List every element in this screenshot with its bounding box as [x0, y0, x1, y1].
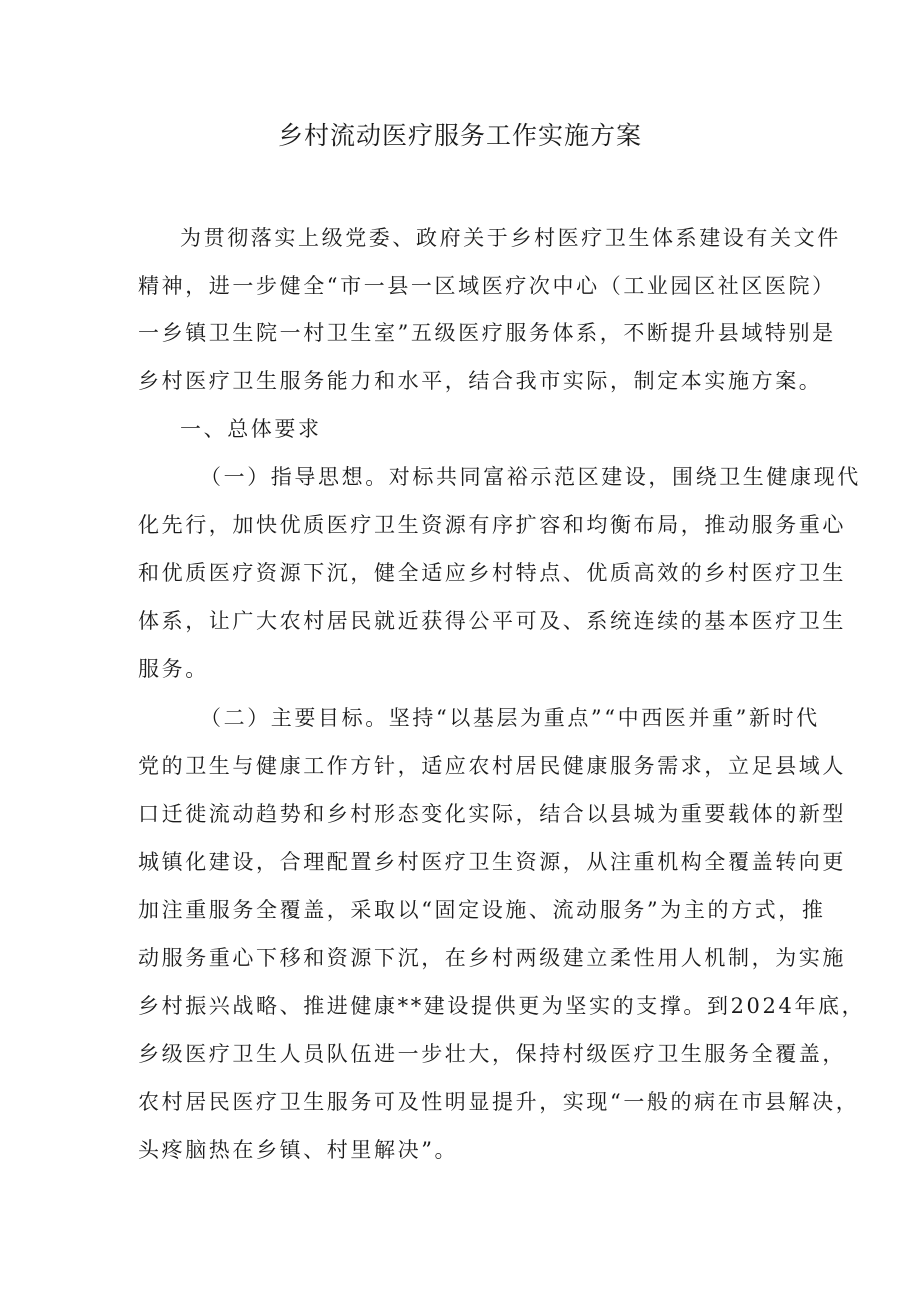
- main-goals-line-3: 口迁徙流动趋势和乡村形态变化实际，结合以县城为重要载体的新型: [138, 802, 846, 826]
- guiding-ideology-line-1: （一）指导思想。对标共同富裕示范区建设，围绕卫生健康现代: [200, 465, 861, 489]
- document-title: 乡村流动医疗服务工作实施方案: [277, 121, 642, 150]
- main-goals-line-6: 动服务重心下移和资源下沉，在乡村两级建立柔性用人机制，为实施: [138, 946, 846, 970]
- main-goals-line-2: 党的卫生与健康工作方针，适应农村居民健康服务需求，立足县域人: [138, 754, 846, 778]
- section-heading-1: 一、总体要求: [180, 417, 322, 441]
- main-goals-line-4: 城镇化建设，合理配置乡村医疗卫生资源，从注重机构全覆盖转向更: [138, 850, 846, 874]
- intro-line-1: 为贯彻落实上级党委、政府关于乡村医疗卫生体系建设有关文件: [180, 226, 841, 250]
- main-goals-line-7: 乡村振兴战略、推进健康**建设提供更为坚实的支撑。到2024年底，: [138, 994, 866, 1018]
- main-goals-line-10: 头疼脑热在乡镇、村里解决”。: [138, 1138, 459, 1162]
- guiding-ideology-line-4: 体系，让广大农村居民就近获得公平可及、系统连续的基本医疗卫生: [138, 609, 846, 633]
- intro-line-4: 乡村医疗卫生服务能力和水平，结合我市实际，制定本实施方案。: [138, 369, 823, 393]
- intro-line-2: 精神，进一步健全“市一县一区域医疗次中心（工业园区社区医院）: [138, 274, 836, 298]
- guiding-ideology-line-2: 化先行，加快优质医疗卫生资源有序扩容和均衡布局，推动服务重心: [138, 513, 846, 537]
- main-goals-line-9: 农村居民医疗卫生服务可及性明显提升，实现“一般的病在市县解决，: [138, 1090, 860, 1114]
- main-goals-line-8: 乡级医疗卫生人员队伍进一步壮大，保持村级医疗卫生服务全覆盖，: [138, 1042, 846, 1066]
- main-goals-line-1: （二）主要目标。坚持“以基层为重点”“中西医并重”新时代: [200, 706, 820, 730]
- guiding-ideology-line-5: 服务。: [138, 657, 209, 681]
- guiding-ideology-line-3: 和优质医疗资源下沉，健全适应乡村特点、优质高效的乡村医疗卫生: [138, 561, 846, 585]
- main-goals-line-5: 加注重服务全覆盖，采取以“固定设施、流动服务”为主的方式，推: [138, 898, 826, 922]
- intro-line-3: 一乡镇卫生院一村卫生室”五级医疗服务体系，不断提升县域特别是: [138, 321, 836, 345]
